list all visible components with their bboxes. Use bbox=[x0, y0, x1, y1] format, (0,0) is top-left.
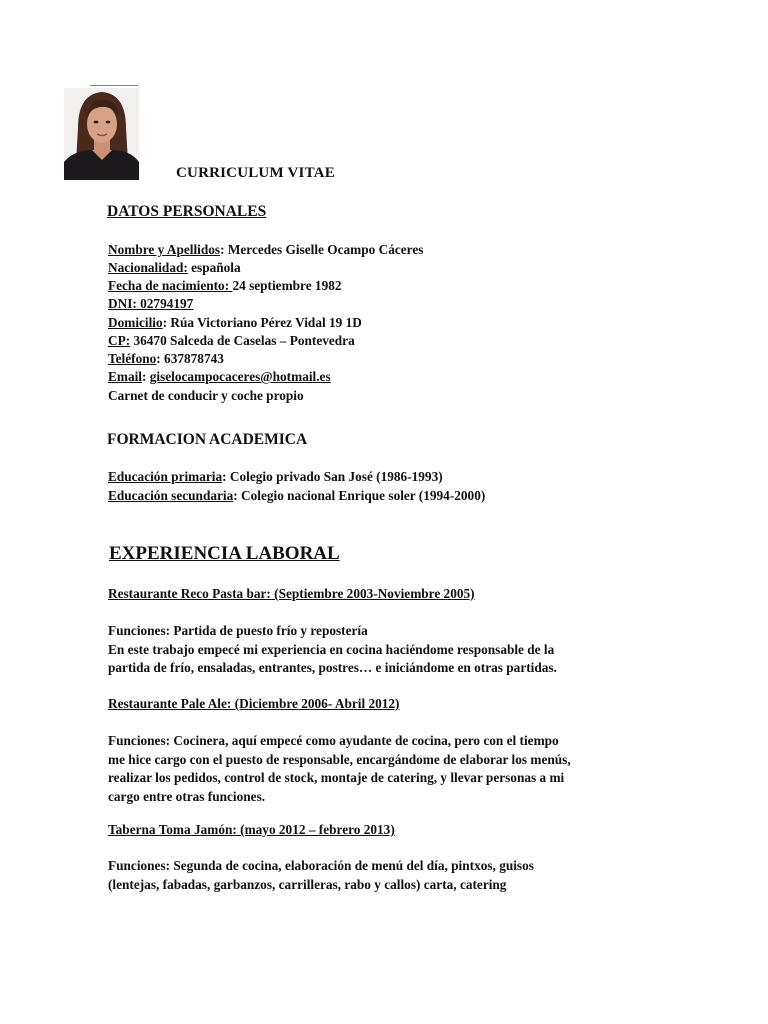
education-heading: FORMACION ACADEMICA bbox=[107, 431, 308, 448]
experience-heading: EXPERIENCIA LABORAL bbox=[109, 543, 340, 564]
job-description: Funciones: Cocinera, aquí empecé como ayudante de cocina, pero con el tiempo me hice cargo con el puesto de responsable, encargándome de elaborar los menús, realizar los pedidos, control de stock, montaje de catering, y llevar personas a mi cargo entre otras funciones. bbox=[108, 733, 571, 804]
personal-row: Fecha de nacimiento: 24 septiembre 1982 bbox=[108, 278, 342, 293]
cv-title: CURRICULUM VITAE bbox=[176, 165, 335, 181]
personal-row: Nombre y Apellidos: Mercedes Giselle Ocampo Cáceres bbox=[108, 242, 424, 257]
job-description: Funciones: Segunda de cocina, elaboración de menú del día, pintxos, guisos (lentejas, fabadas, garbanzos, carrilleras, rabo y callos) carta, catering bbox=[108, 858, 534, 892]
personal-row: CP: 36470 Salceda de Caselas – Pontevedra bbox=[108, 333, 355, 348]
personal-row: Nacionalidad: española bbox=[108, 260, 241, 275]
personal-heading: DATOS PERSONALES bbox=[107, 203, 267, 220]
personal-row: Carnet de conducir y coche propio bbox=[108, 388, 304, 403]
personal-row: Domicilio: Rúa Victoriano Pérez Vidal 19 1D bbox=[108, 315, 362, 330]
photo-divider bbox=[90, 85, 138, 86]
education-row: Educación secundaria: Colegio nacional Enrique soler (1994-2000) bbox=[108, 488, 486, 503]
job-title: Taberna Toma Jamón: (mayo 2012 – febrero 2013) bbox=[108, 822, 395, 837]
personal-row: Teléfono: 637878743 bbox=[108, 351, 224, 366]
education-row: Educación primaria: Colegio privado San José (1986-1993) bbox=[108, 469, 443, 484]
job-title: Restaurante Reco Pasta bar: (Septiembre 2003-Noviembre 2005) bbox=[108, 586, 475, 601]
job-description: Funciones: Partida de puesto frío y repostería En este trabajo empecé mi experiencia en cocina haciéndome responsable de la partida de frío, ensaladas, entrantes, postres… e iniciándome en otras partidas. bbox=[108, 623, 557, 675]
personal-row: DNI: 02794197 bbox=[108, 296, 194, 311]
profile-photo bbox=[64, 88, 139, 180]
email-link[interactable]: giselocampocaceres@hotmail.es bbox=[149, 369, 331, 384]
job-title: Restaurante Pale Ale: (Diciembre 2006- Abril 2012) bbox=[108, 696, 400, 711]
personal-row: Email: giselocampocaceres@hotmail.es bbox=[108, 369, 331, 384]
